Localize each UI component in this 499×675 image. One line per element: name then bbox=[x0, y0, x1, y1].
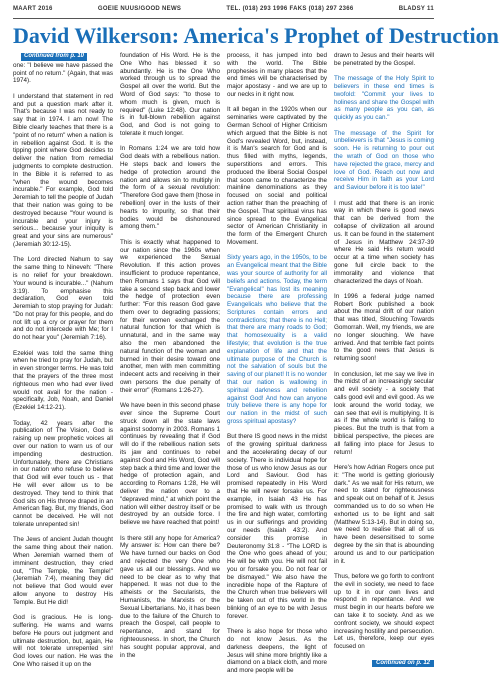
paragraph: foundation of His Word. He is the One Who has blessed it so abundantly. He is the One Who worked through us to spread the Gospel all over the world. But the Word of God says: "to those to whom much is given, much is required" (Luke 12:48). Our nation is in full-blown rebellion against God, and God is not going to tolerate it much longer. bbox=[120, 52, 220, 137]
article-headline: David Wilkerson: America's Prophet of Destruction bbox=[13, 23, 499, 48]
paragraph: The Jews of ancient Judah thought the same thing about their nation. When Jeremiah warned them of imminent destruction, they cried out, "The Temple, the Temple!" (Jeremiah 7:4), meaning they did not believe that God would ever allow anyone to destroy His Temple. But He did! bbox=[13, 536, 113, 606]
paragraph: Ezekiel was told the same thing when he tried to pray for Judah, but in even stronger terms. He was told that the prayers of the three most righteous men who had ever lived would not avail for the nation - specifically, Job, Noah, and Daniel (Ezekiel 14:12-21). bbox=[13, 349, 113, 412]
paragraph: Here's how Adrian Rogers once put it: "The world is getting gloriously dark." As we wait for His return, we need to stand for righteousness and speak out on behalf of it. Jesus commanded us to do so when He exhorted us to be light and salt (Matthew 5:13-14). But in doing so, we need to realise that all of us have been desensitised to some degree by the sin that is abounding around us and to our participation in it. bbox=[334, 464, 434, 565]
page-number: BLADSY 11 bbox=[398, 6, 434, 12]
paragraph: drawn to Jesus and their hearts will be penetrated by the Gospel. bbox=[334, 52, 434, 67]
paragraph: process, it has jumped into bed with the world. The Bible prophesies in many places that the end times will be characterised by major apostasy - and we are up to our necks in it right now. bbox=[227, 52, 327, 98]
paragraph: one: "I believe we have passed the point of no return." (Again, that was 1974). bbox=[13, 61, 113, 85]
column-4 bbox=[334, 52, 434, 666]
issue-date: MAART 2016 bbox=[13, 6, 53, 12]
paper-name: GOEIE NUUS/GOOD NEWS bbox=[97, 6, 182, 12]
page-header bbox=[13, 0, 434, 19]
paragraph: The message of the Spirit for unbelievers is that "Jesus is coming soon. He is returning to pour out the wrath of God on those who have rejected the grace, mercy and love of God. Reach out now and receive Him in faith as your Lord and Saviour before it is too late!" bbox=[334, 129, 434, 192]
paragraph: Today, 42 years after the publication of The Vision, God is raising up new prophetic voices all over our nation to warn us of our impending destruction. Unfortunately, there are Christians in our nation who refuse to believe that God will ever touch us - that He will ever allow us to be destroyed. They tend to think that God sits on His throne draped in an American flag. But, my friends, God cannot be deceived. He will not tolerate unrepented sin! bbox=[13, 419, 113, 528]
paragraph: I understand that statement in red and put a question mark after it. That's because I was not ready to say that in 1974. I am now! The Bible clearly teaches that there is a "point of no return" when a nation is in rebellion against God. It is the tipping point where God decides to deliver the nation from remedial judgments to complete destruction. In the Bible it is referred to as "when the wound becomes incurable." For example, God told Jeremiah to tell the people of Judah that their nation was going to be destroyed because "Your wound is incurable and your injury is serious... because your iniquity is great and your sins are numerous" (Jeremiah 30:12-15). bbox=[13, 92, 113, 248]
paragraph: This is exactly what happened to our nation since the 1960s when we experienced the Sexual Revolution. If this action proves insufficient to produce repentance, then Romans 1 says that God will take a second step back and lower the hedge of protection even further: "For this reason God gave them over to degrading passions; for their women exchanged the natural function for that which is unnatural, and in the same way also the men abandoned the natural function of the woman and burned in their desire toward one another, men with men committing indecent acts and receiving in their own persons the due penalty of their error" (Romans 1:26-27). bbox=[120, 238, 220, 394]
column-2 bbox=[120, 52, 220, 659]
paragraph: The Lord directed Nahum to say the same thing to Nineveh: "There is no relief for your breakdown. Your wound is incurable..." (Nahum 3:19). To emphasise this declaration, God even told Jeremiah to stop praying for Judah: "Do not pray for this people, and do not lift up a cry or prayer for them and do not intercede with Me; for I do not hear you" (Jeremiah 7:16). bbox=[13, 256, 113, 342]
paragraph: In 1996 a federal judge named Robert Bork published a book about the moral drift of our nation that was titled, Slouching Towards Gomorrah. Well, my friends, we are no longer slouching. We have arrived. And that terrible fact points to the good news that Jesus is returning soon! bbox=[334, 292, 434, 363]
paragraph: In Romans 1:24 we are told how God deals with a rebellious nation. He steps back and lowers the hedge of protection around the nation and allows sin to multiply in the form of a sexual revolution: "Therefore God gave them [those in rebellion] over in the lusts of their hearts to impurity, so that their bodies would be dishonoured among them." bbox=[120, 145, 220, 231]
paragraph: In conclusion, let me say we live in the midst of an increasingly secular and evil society - a society that calls good evil and evil good. As we look around the world today, we can see that evil is multiplying. It is as if the whole world is falling to pieces. But the truth is that from a biblical perspective, the pieces are all falling into place for Jesus to return! bbox=[334, 370, 434, 456]
continued-from-label: Continued from p. 10 bbox=[21, 53, 87, 61]
continued-on-label: Continued on p. 12 bbox=[372, 660, 434, 668]
paragraph: I must add that there is an ironic way in which there is good news that can be derived from the collapse of civilization all around us. It can be found in the statement of Jesus in Matthew 24:37-39 where He said His return would occur at a time when society has gone full circle back to the immorality and violence that characterized the days of Noah. bbox=[334, 199, 434, 285]
paragraph: We have been in this second phase ever since the Supreme Court struck down all the state laws against sodomy in 2003. Romans 1 continues by revealing that if God will do if the rebellious nation sets its jaw and continues to rebel against God and His Word, God will step back a third time and lower the hedge of protection again, and according to Romans 1:28, He will deliver the nation over to a "depraved mind," at which point the nation will either destroy itself or be destroyed by an outside force. I believe we have reached that point! bbox=[120, 402, 220, 527]
paragraph: There is also hope for those who do not know Jesus. As the darkness deepens, the light of Jesus will shine more brightly like a diamond on a black cloth, and more and more people will be bbox=[227, 628, 327, 675]
paragraph: God is gracious. He is long-suffering. He warns and warns before He pours out judgment and ultimate destruction, but, again, He will not tolerate unrepented sin! God loves our nation. He was the One Who raised it up on the bbox=[13, 614, 113, 668]
paragraph: But there IS good news in the midst of the growing spiritual darkness and the accelerating decay of our society. There is individual hope for those of us who know Jesus as our Lord and Saviour. God has promised repeatedly in His Word that He will never forsake us. For example, in Isaiah 43 He has promised to walk with us through the fire and high water, comforting us in our sufferings and providing our needs (Isaiah 43:2). And consider this promise in Deuteronomy 31:8 - "The LORD is the One who goes ahead of you; He will be with you. He will not fail you or forsake you. Do not fear or be dismayed." We also have the incredible hope of the Rapture of the Church when true believers will be taken out of this world in the blinking of an eye to be with Jesus forever. bbox=[227, 433, 327, 620]
article-columns bbox=[13, 52, 434, 675]
paragraph: The message of the Holy Spirit to believers in these end times is twofold: "Commit your lives to holiness and share the Gospel with as many people as you can, as quickly as you can." bbox=[334, 75, 434, 122]
paragraph: Thus, before we go forth to confront the evil in society, we need to face up to it in our own lives and respond in repentance. And we must begin in our hearts before we can take it to society. And as we confront society, we should expect increasing hostility and persecution. Let us, therefore, keep our eyes focused on bbox=[334, 572, 434, 651]
paragraph: It all began in the 1920s when our seminaries were captivated by the German School of Higher Criticism which argued that the Bible is not God's revealed Word, but, instead, it is Man's search for God and is thus filled with myths, legends, superstitions and errors. This produced the liberal Social Gospel that soon came to characterize the mainline denominations as they focused on social and political action rather than the preaching of the Gospel. That spiritual virus has since spread to the Evangelical sector of American Christianity in the form of the Emergent Church Movement. bbox=[227, 106, 327, 246]
paragraph: Sixty years ago, in the 1950s, to be an Evangelical meant that the Bible was your source of authority for all beliefs and actions. Today, the term "Evangelical" has lost its meaning because there are professing Evangelicals who believe that the Scriptures contain errors and contradictions; that there is no Hell; that there are many roads to God; that homosexuality is a valid lifestyle; that evolution is the true explanation of life and that the ultimate purpose of the Church is not the salvation of souls but the saving of our planet! It is no wonder that our nation is wallowing in spiritual darkness and rebellion against God! And how can anyone truly believe there is any hope for our nation in the midst of such gross spiritual apostasy? bbox=[227, 254, 327, 426]
column-1 bbox=[13, 52, 113, 668]
column-3 bbox=[227, 52, 327, 675]
contact-info: TEL. (018) 293 1996 FAKS (018) 297 2366 bbox=[226, 6, 354, 12]
paragraph: Is there still any hope for America? My answer is: How can there be? We have turned our backs on God and rejected the very One who gave us all our blessings. And we need to be clear as to why that happened. It was not due to the atheists or the Secularists, the Humanists, the Marxists or the Sexual Libertarians. No, it has been due to the failure of the Church to preach the Gospel, call people to repentance, and stand for righteousness. In short, the Church has sought popular approval, and in the bbox=[120, 534, 220, 659]
